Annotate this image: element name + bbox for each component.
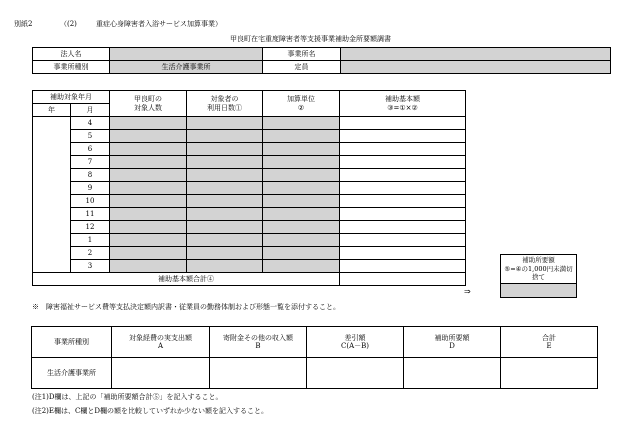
corp-name-label: 法人名: [33, 48, 110, 61]
total-value[interactable]: [340, 273, 466, 286]
unit-cell[interactable]: [263, 208, 340, 221]
unit-cell[interactable]: [263, 221, 340, 234]
unit-cell[interactable]: [263, 247, 340, 260]
table-row: [33, 260, 466, 273]
required-amount-label: 補助所要額 ⑤=④の1,000円未満切 捨て: [501, 255, 577, 284]
header-days: 対象者の 利用日数①: [187, 91, 263, 117]
month-cell: 12: [71, 221, 110, 234]
attachment-note: ※ 障害福祉サービス費等支払決定額内訳書・従業員の勤務体制および形態一覧を添付すること。: [32, 303, 340, 311]
days-cell[interactable]: [187, 221, 263, 234]
base-amount-cell[interactable]: [340, 221, 466, 234]
month-cell: 4: [71, 117, 110, 130]
base-amount-cell[interactable]: [340, 208, 466, 221]
total-label: 補助基本額合計④: [33, 273, 340, 286]
table-row: [33, 156, 466, 169]
people-cell[interactable]: [110, 208, 187, 221]
people-cell[interactable]: [110, 182, 187, 195]
cell-e[interactable]: [501, 358, 598, 389]
unit-cell[interactable]: [263, 195, 340, 208]
base-amount-cell[interactable]: [340, 156, 466, 169]
people-cell[interactable]: [110, 247, 187, 260]
unit-cell[interactable]: [263, 143, 340, 156]
table-row: [33, 247, 466, 260]
corp-name-field[interactable]: [110, 48, 263, 61]
header-target-ym: 補助対象年月: [33, 91, 110, 104]
header-base-amount: 補助基本額 ③=①×②: [340, 91, 466, 117]
people-cell[interactable]: [110, 156, 187, 169]
base-amount-cell[interactable]: [340, 182, 466, 195]
table-row: [33, 234, 466, 247]
month-cell: 1: [71, 234, 110, 247]
base-amount-cell[interactable]: [340, 130, 466, 143]
capacity-label: 定員: [263, 61, 341, 74]
month-cell: 2: [71, 247, 110, 260]
header-type: 事業所種別: [32, 327, 112, 358]
days-cell[interactable]: [187, 234, 263, 247]
info-table: [32, 47, 611, 74]
required-amount-box: [500, 254, 577, 298]
month-cell: 10: [71, 195, 110, 208]
unit-cell[interactable]: [263, 117, 340, 130]
unit-cell[interactable]: [263, 234, 340, 247]
office-name-field[interactable]: [341, 48, 611, 61]
base-amount-cell[interactable]: [340, 234, 466, 247]
days-cell[interactable]: [187, 182, 263, 195]
days-cell[interactable]: [187, 117, 263, 130]
base-amount-cell[interactable]: [340, 117, 466, 130]
month-cell: 9: [71, 182, 110, 195]
people-cell[interactable]: [110, 169, 187, 182]
cell-d[interactable]: [404, 358, 501, 389]
header-e: 合計 E: [501, 327, 598, 358]
table-row: [33, 208, 466, 221]
days-cell[interactable]: [187, 260, 263, 273]
header-people: 甲良町の 対象人数: [110, 91, 187, 117]
item-title: 重症心身障害者入浴サービス加算事業）: [96, 20, 222, 28]
note-1: (注1)D欄は、上記の「補助所要額合計⑤」を記入すること。: [32, 393, 223, 401]
people-cell[interactable]: [110, 130, 187, 143]
cell-b[interactable]: [210, 358, 307, 389]
cell-c[interactable]: [307, 358, 404, 389]
unit-cell[interactable]: [263, 260, 340, 273]
unit-cell[interactable]: [263, 156, 340, 169]
table-row: [32, 358, 598, 389]
days-cell[interactable]: [187, 195, 263, 208]
table-row: [33, 182, 466, 195]
month-cell: 3: [71, 260, 110, 273]
base-amount-cell[interactable]: [340, 169, 466, 182]
item-number: （(2): [60, 20, 77, 28]
row-type: 生活介護事業所: [32, 358, 112, 389]
base-amount-cell[interactable]: [340, 143, 466, 156]
base-amount-cell[interactable]: [340, 195, 466, 208]
header-b: 寄附金その他の収入額 B: [210, 327, 307, 358]
people-cell[interactable]: [110, 221, 187, 234]
document-title: 甲良町在宅重度障害者等支援事業補助金所要額調書: [230, 35, 391, 43]
month-cell: 8: [71, 169, 110, 182]
base-amount-cell[interactable]: [340, 247, 466, 260]
days-cell[interactable]: [187, 208, 263, 221]
arrow-icon: ⇒: [464, 287, 471, 296]
office-name-label: 事業所名: [263, 48, 341, 61]
expense-table: [31, 326, 598, 389]
month-cell: 7: [71, 156, 110, 169]
people-cell[interactable]: [110, 143, 187, 156]
month-cell: 11: [71, 208, 110, 221]
days-cell[interactable]: [187, 156, 263, 169]
people-cell[interactable]: [110, 195, 187, 208]
month-cell: 5: [71, 130, 110, 143]
people-cell[interactable]: [110, 260, 187, 273]
header-a: 対象経費の実支出額 A: [112, 327, 210, 358]
total-row: [33, 273, 466, 286]
attachment-label: 別紙2: [14, 20, 33, 28]
unit-cell[interactable]: [263, 182, 340, 195]
unit-cell[interactable]: [263, 130, 340, 143]
days-cell[interactable]: [187, 143, 263, 156]
month-cell: 6: [71, 143, 110, 156]
table-row: [33, 169, 466, 182]
header-d: 補助所要額 D: [404, 327, 501, 358]
table-row: [33, 117, 466, 130]
subsidy-table: [32, 90, 466, 286]
header-c: 差引額 C(A－B): [307, 327, 404, 358]
office-type-field[interactable]: 生活介護事業所: [110, 61, 263, 74]
header-month: 月: [71, 104, 110, 117]
office-type-label: 事業所種別: [33, 61, 110, 74]
table-row: [33, 143, 466, 156]
table-row: [33, 130, 466, 143]
cell-a[interactable]: [112, 358, 210, 389]
header-year: 年: [33, 104, 71, 117]
days-cell[interactable]: [187, 247, 263, 260]
days-cell[interactable]: [187, 169, 263, 182]
base-amount-cell[interactable]: [340, 260, 466, 273]
unit-cell[interactable]: [263, 169, 340, 182]
table-row: [33, 195, 466, 208]
header-unit: 加算単位 ②: [263, 91, 340, 117]
people-cell[interactable]: [110, 117, 187, 130]
capacity-field[interactable]: [341, 61, 611, 74]
people-cell[interactable]: [110, 234, 187, 247]
year-cell[interactable]: [33, 117, 71, 273]
note-2: (注2)E欄は、C欄とD欄の額を比較していずれか少ない額を記入すること。: [32, 407, 268, 415]
table-row: [33, 221, 466, 234]
days-cell[interactable]: [187, 130, 263, 143]
required-amount-field[interactable]: [501, 284, 577, 298]
